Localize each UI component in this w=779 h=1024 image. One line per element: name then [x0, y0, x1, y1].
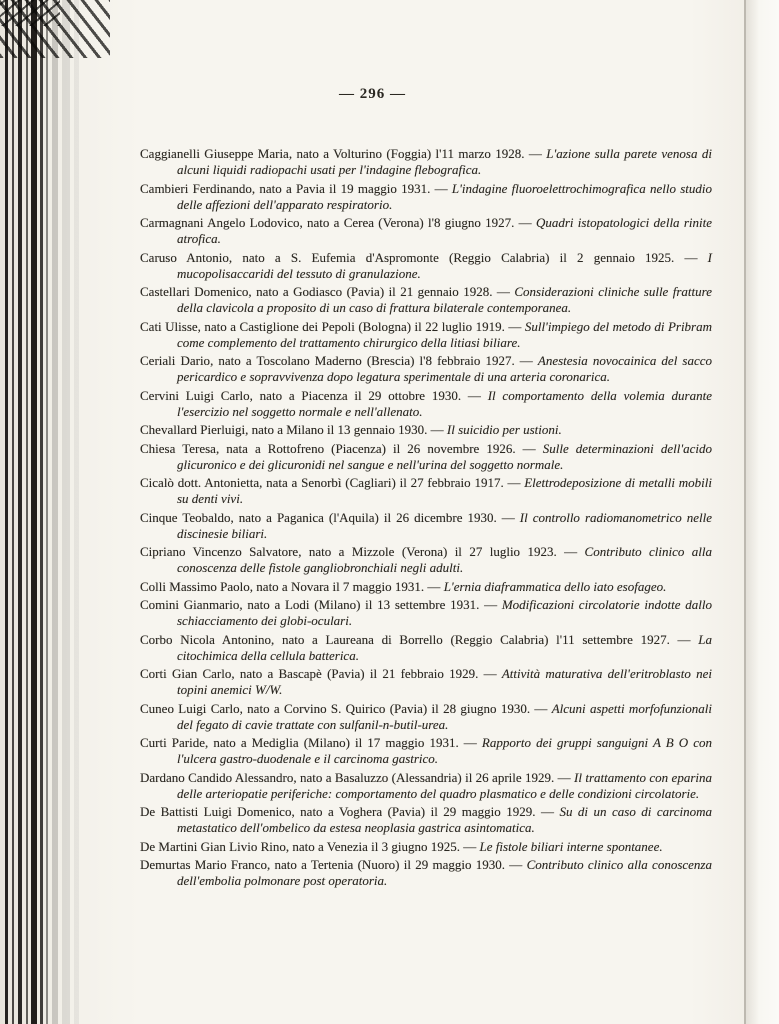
thesis-title: Sull'impiego del metodo di Pribram come complemento del trattamento chirurgico della litiasi biliare.: [177, 318, 713, 350]
birth-details: , nato a S. Eufemia d'Aspromonte (Reggio Calabria) il 2 gennaio 1925. —: [228, 249, 708, 265]
thesis-title: Elettrodeposizione di metalli mobili su denti vivi.: [177, 475, 712, 506]
graduate-name: Corbo Nicola Antonino: [140, 631, 271, 647]
graduate-entry: [140, 735, 712, 767]
graduate-entry: [140, 422, 712, 438]
binding-streak: [40, 0, 43, 1024]
graduate-name: Cipriano Vincenzo Salvatore: [140, 544, 299, 559]
graduate-entry: [140, 666, 712, 698]
graduate-entry: [140, 353, 712, 385]
graduate-name: Castellari Domenico: [140, 284, 249, 299]
graduate-name: Colli Massimo Paolo: [140, 578, 250, 594]
graduate-name: Comini Gianmario: [140, 597, 240, 612]
thesis-title: L'indagine fluoroelettrochimografica nello studio delle affezioni dell'apparato respiratorio.: [177, 180, 712, 212]
birth-details: , nato a Novara il 7 maggio 1931. —: [249, 578, 444, 594]
graduate-entry: [140, 701, 712, 733]
graduate-name: Chevallard Pierluigi: [140, 422, 246, 437]
birth-details: , nata a Rottofreno (Piacenza) il 26 novembre 1926. —: [215, 440, 543, 456]
graduate-entry: [140, 579, 712, 595]
thesis-title: Alcuni aspetti morfofunzionali del fegato di cavie trattate con sulfanil-n-butil-urea.: [177, 700, 712, 732]
thesis-title: Contributo clinico alla conoscenza delle fistole gangliobronchiali negli adulti.: [177, 544, 713, 575]
birth-details: , nato a Basaluzzo (Alessandria) il 26 aprile 1929. —: [293, 769, 575, 785]
graduate-entry: [140, 388, 712, 420]
graduate-name: Chiesa Teresa: [140, 440, 216, 456]
binding-streak: [18, 0, 22, 1024]
thesis-title: Rapporto dei gruppi sanguigni A B O con l'ulcera gastro-duodenale e il carcinoma gastrico.: [177, 735, 712, 766]
thesis-title: Attività maturativa dell'eritroblasto nei topini anemici W/W.: [177, 666, 712, 697]
birth-details: , nato a Paganica (l'Aquila) il 26 dicembre 1930. —: [230, 509, 520, 525]
thesis-title: Sulle determinazioni dell'acido glicuronico e dei glicuronidi nel sangue e nell'urina del soggetto normale.: [177, 440, 712, 472]
thesis-title: Il suicidio per ustioni.: [446, 422, 562, 437]
birth-details: , nato a Pavia il 19 maggio 1931. —: [251, 180, 452, 196]
thesis-title: L'ernia diaframmatica dello iato esofageo.: [443, 578, 667, 594]
graduate-name: Carmagnani Angelo Lodovico: [140, 215, 300, 230]
graduate-name: Curti Paride: [140, 735, 206, 750]
birth-details: , nato a Mizzole (Verona) il 27 luglio 1923. —: [298, 544, 585, 559]
thesis-title: Il controllo radiomanometrico nelle discinesie biliari.: [177, 509, 712, 541]
graduate-entry: [140, 632, 712, 664]
graduate-entry: [140, 804, 712, 836]
graduate-entry: [140, 181, 712, 213]
birth-details: , nato a Godiasco (Pavia) il 21 gennaio 1928. —: [248, 284, 515, 299]
birth-details: , nato a Toscolano Maderno (Brescia) l'8 febbraio 1927. —: [210, 353, 538, 368]
birth-details: , nato a Bascapè (Pavia) il 21 febbraio 1929. —: [231, 666, 502, 681]
thesis-title: L'azione sulla parete venosa di alcuni liquidi radiopachi usati per l'indagine flebografica.: [177, 146, 712, 177]
binding-streak: [26, 0, 28, 1024]
graduate-entry: [140, 250, 712, 282]
page-number: — 296 —: [339, 86, 406, 102]
birth-details: , nato a Volturino (Foggia) l'11 marzo 1928. —: [288, 146, 547, 161]
binding-streak: [52, 0, 58, 1024]
thesis-title: Il trattamento con eparina delle arteriopatie periferiche: comportamento del quadro plasmatico e delle condizioni circolatorie.: [177, 769, 712, 801]
graduate-entry: [140, 319, 712, 351]
graduate-name: De Battisti Luigi Domenico: [140, 804, 292, 819]
graduate-name: Ceriali Dario: [140, 353, 211, 368]
binding-streak: [12, 0, 14, 1024]
binding-streak: [74, 0, 79, 1024]
graduate-name: Caggianelli Giuseppe Maria: [140, 146, 289, 161]
birth-details: , nato a Laureana di Borrello (Reggio Calabria) l'11 settembre 1927. —: [270, 631, 699, 647]
birth-details: , nata a Senorbì (Cagliari) il 27 febbraio 1917. —: [259, 475, 525, 490]
graduate-name: Corti Gian Carlo: [140, 666, 232, 681]
birth-details: , nato a Tertenia (Nuoro) il 29 maggio 1930. —: [266, 857, 527, 872]
thesis-title: Considerazioni cliniche sulle fratture della clavicola a proposito di un caso di frattura bilaterale contemporanea.: [177, 284, 712, 315]
graduate-entry: [140, 857, 712, 889]
thesis-title: Anestesia novocainica del sacco pericardico e sopravvivenza dopo legatura sperimentale di una arteria coronarica.: [177, 353, 712, 384]
graduate-name: Demurtas Mario Franco: [140, 857, 267, 872]
binding-streak: [46, 0, 48, 1024]
graduate-name: Cambieri Ferdinando: [140, 180, 252, 196]
thesis-title: Il comportamento della volemia durante l'esercizio nel soggetto normale e nell'allenato.: [177, 387, 712, 419]
graduate-name: Cicalò dott. Antonietta: [140, 475, 260, 490]
graduate-name: Caruso Antonio: [140, 249, 229, 265]
graduate-name: Cervini Luigi Carlo: [140, 387, 250, 403]
birth-details: , nato a Corvino S. Quirico (Pavia) il 28 giugno 1930. —: [239, 700, 552, 716]
graduate-name: Dardano Candido Alessandro: [140, 769, 294, 785]
thesis-title: Le fistole biliari interne spontanee.: [479, 838, 663, 854]
graduate-entry: [140, 510, 712, 542]
birth-details: , nato a Cerea (Verona) l'8 giugno 1927. —: [299, 215, 536, 230]
birth-details: , nato a Venezia il 3 giugno 1925. —: [285, 838, 480, 854]
thesis-title: La citochimica della cellula batterica.: [177, 631, 713, 663]
birth-details: , nato a Voghera (Pavia) il 29 maggio 1929. —: [291, 804, 560, 819]
graduate-name: Cuneo Luigi Carlo: [140, 700, 240, 716]
thesis-title: Quadri istopatologici della rinite atrofica.: [177, 215, 712, 246]
graduate-entry: [140, 597, 712, 629]
graduate-entry: [140, 839, 712, 855]
graduate-entry: [140, 284, 712, 316]
binding-streak: [5, 0, 8, 1024]
birth-details: , nato a Lodi (Milano) il 13 settembre 1931. —: [239, 597, 502, 612]
binding-streak: [31, 0, 37, 1024]
birth-details: , nato a Castiglione dei Pepoli (Bologna) il 22 luglio 1919. —: [197, 318, 525, 334]
thesis-title: Modificazioni circolatorie indotte dallo schiacciamento dei globi-oculari.: [177, 597, 712, 628]
graduate-entry: [140, 215, 712, 247]
graduate-entry: [140, 770, 712, 802]
graduate-entries-list: [140, 146, 712, 892]
graduate-name: De Martini Gian Livio Rino: [140, 838, 286, 854]
birth-details: , nato a Piacenza il 29 ottobre 1930. —: [249, 387, 488, 403]
birth-details: , nato a Milano il 13 gennaio 1930. —: [245, 422, 447, 437]
graduate-entry: [140, 544, 712, 576]
binding-streak: [62, 0, 70, 1024]
thesis-title: Su di un caso di carcinoma metastatico dell'ombelico da estesa neoplasia gastrica asintomatica.: [177, 804, 712, 835]
birth-details: , nato a Mediglia (Milano) il 17 maggio 1931. —: [205, 735, 482, 750]
corner-hatch-marks: [0, 0, 60, 26]
thesis-title: I mucopolisaccaridi del tessuto di granulazione.: [177, 249, 712, 281]
graduate-entry: [140, 146, 712, 178]
graduate-name: Cati Ulisse: [140, 318, 198, 334]
graduate-entry: [140, 441, 712, 473]
thesis-title: Contributo clinico alla conoscenza dell'embolia polmonare post operatoria.: [177, 857, 712, 888]
page-edge-shadow: [746, 0, 759, 1024]
graduate-entry: [140, 475, 712, 507]
graduate-name: Cinque Teobaldo: [140, 509, 231, 525]
